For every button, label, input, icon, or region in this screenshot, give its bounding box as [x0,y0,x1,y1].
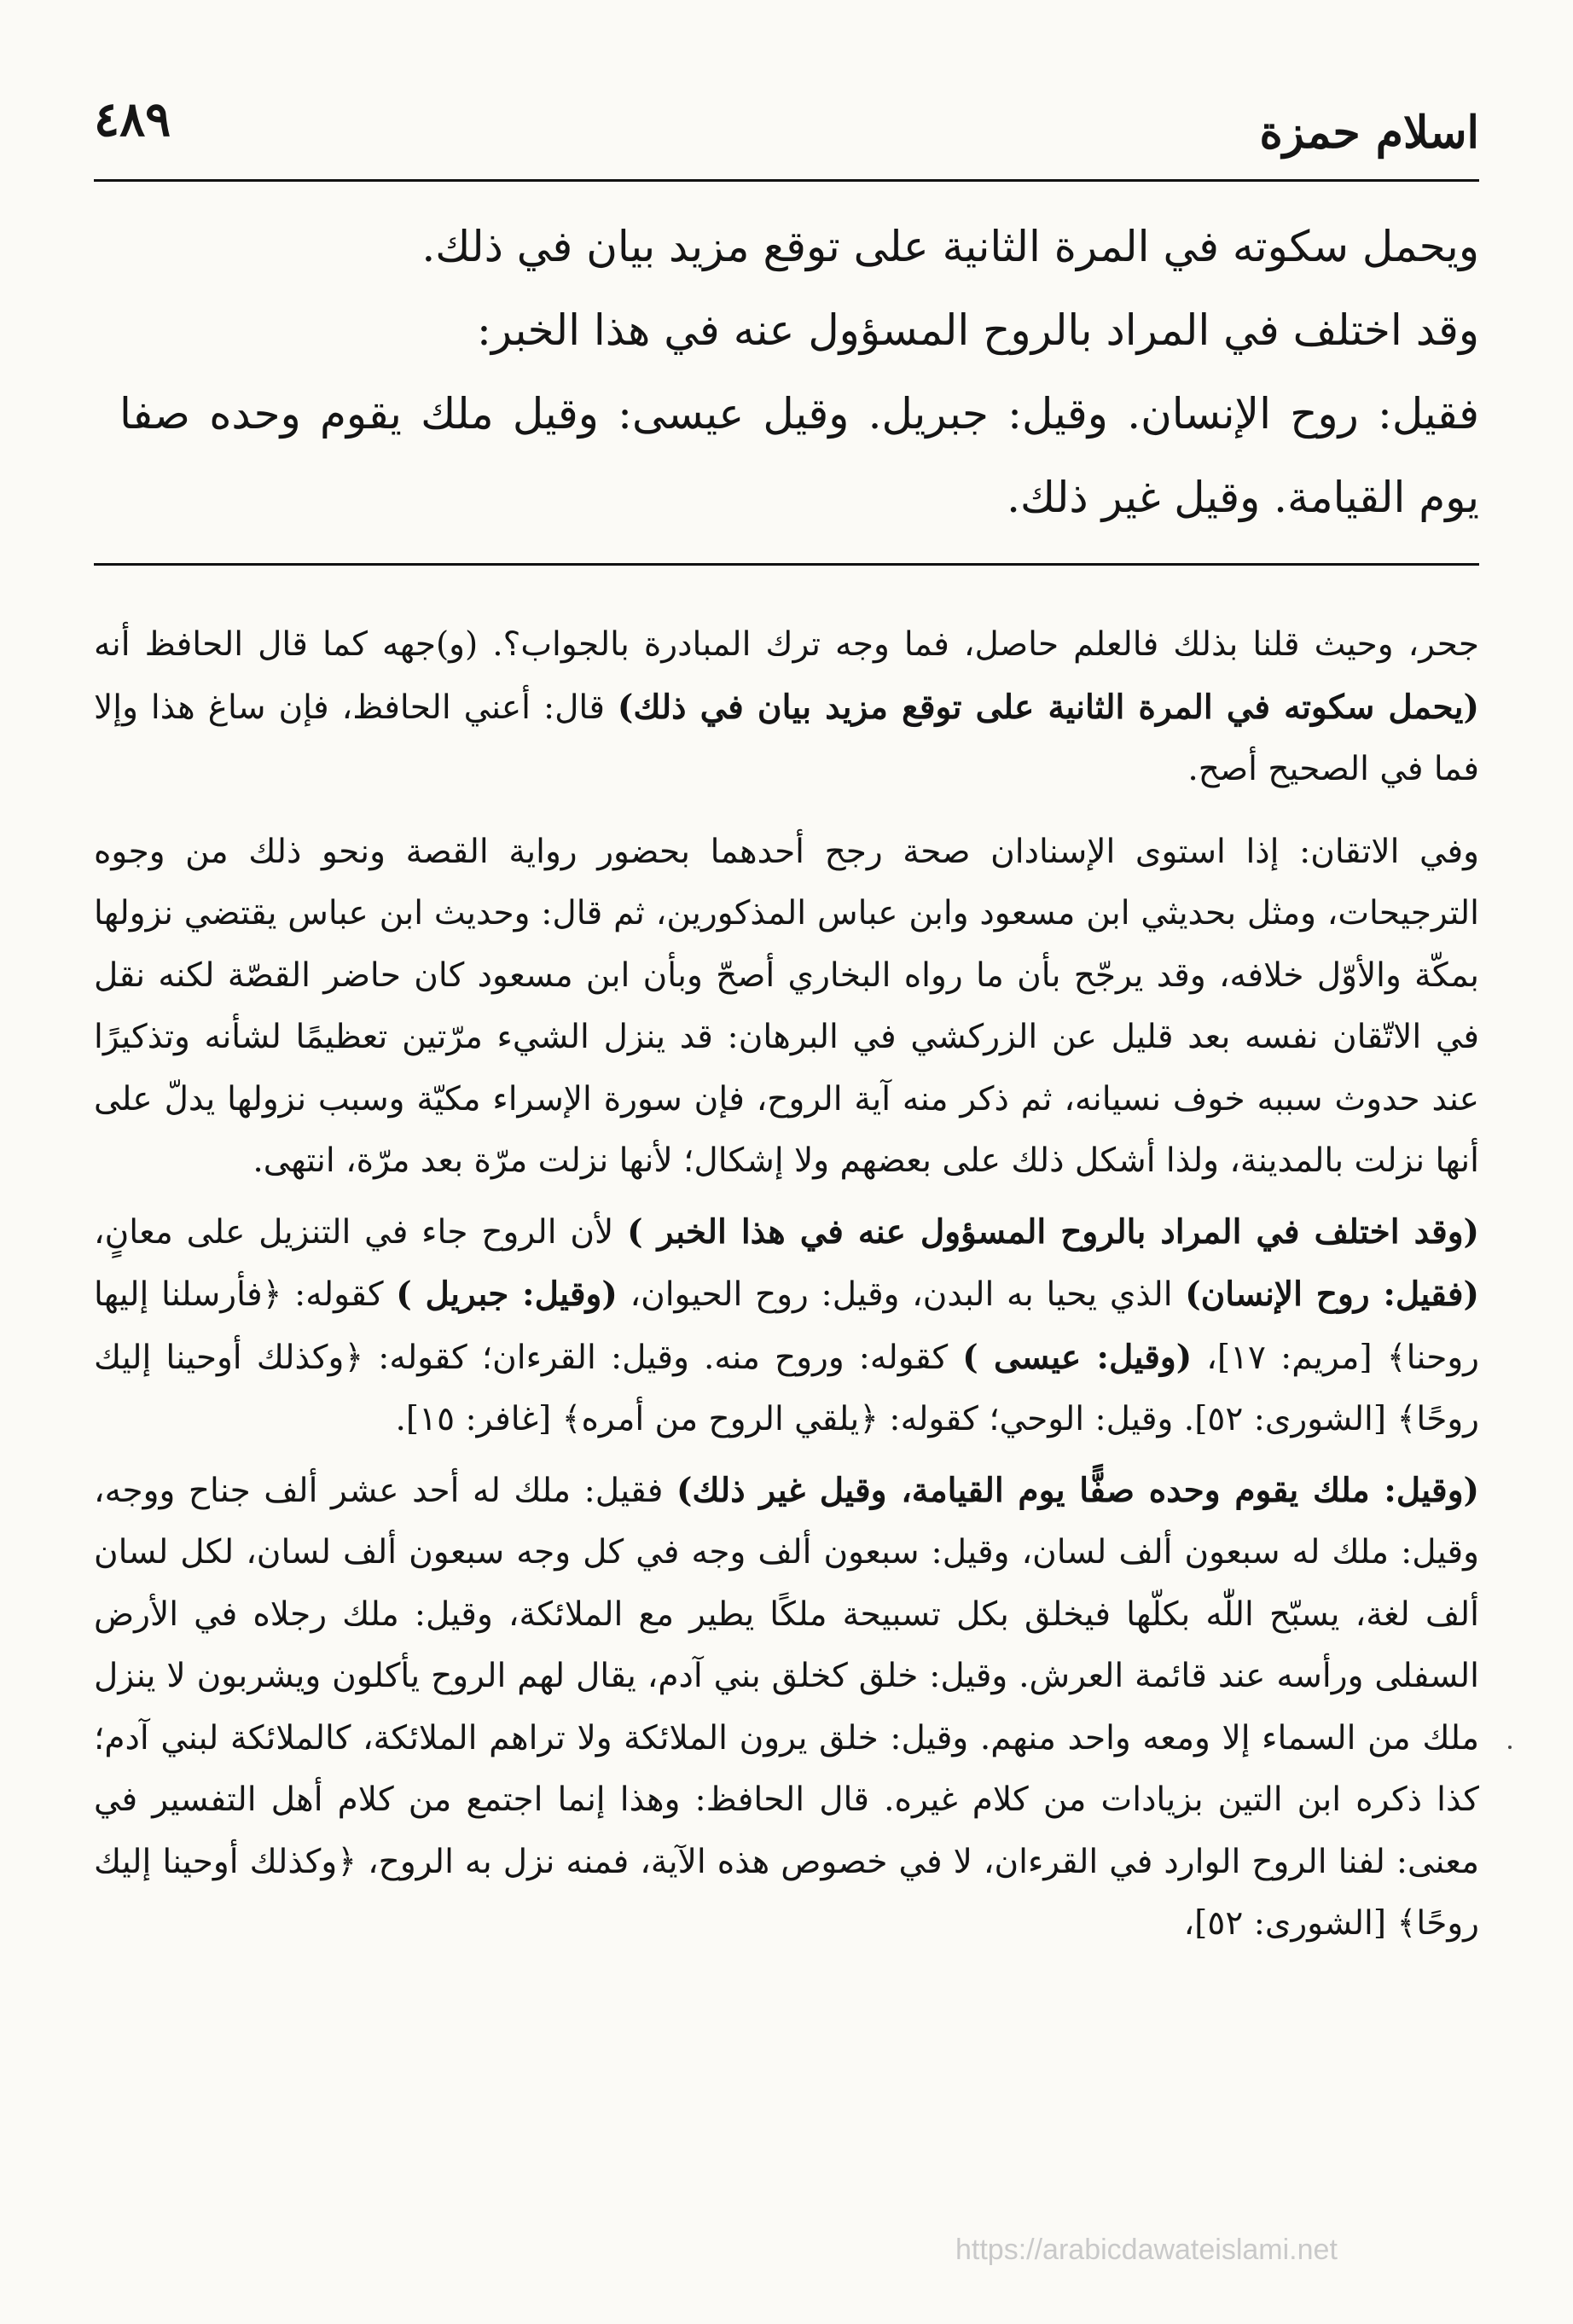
commentary-paragraph [94,614,1479,801]
quoted-main-text: (يحمل سكوته في المرة الثانية على توقع مزيد بيان في ذلك) [617,687,1479,727]
commentary-span: جحر، وحيث قلنا بذلك فالعلم حاصل، فما وجه ترك المبادرة بالجواب؟. (و)جهه كما قال الحافظ أنه [94,625,1479,664]
commentary-span: فقيل: ملك له أحد عشر ألف جناح ووجه، وقيل: ملك له سبعون ألف لسان، وقيل: سبعون ألف وجه في كل وجه سبعون ألف لسان، لكل لسان ألف لغة، يسبّح اللّٰه بكلّها فيخلق بكل تسبيحة ملكًا يطير مع الملائكة، وقيل: ملك رجلاه في الأرض السفلى ورأسه عند قائمة العرش. وقيل: خلق كخلق بني آدم، يقال لهم الروح يأكلون ويشربون لا ينزل ملك من السماء إلا ومعه واحد منهم. وقيل: خلق يرون الملائكة ولا تراهم الملائكة، كالملائكة لبني آدم؛ كذا ذكره ابن التين بزيادات من كلام غيره. قال الحافظ: وهذا إنما اجتمع من كلام أهل التفسير في معنى: لفنا الروح الوارد في القرءان، لا في خصوص هذه الآية، فمنه نزل به الروح، ﴿وكذلك أوحينا إليك روحًا﴾ [الشورى: ٥٢]، [94,1471,1479,1943]
quoted-main-text: (وقيل: عيسى ) [962,1337,1193,1377]
commentary-paragraph: وفي الاتقان: إذا استوى الإسنادان صحة رجح أحدهما بحضور رواية القصة ونحو ذلك من وجوه الترجيحات، ومثل بحديثي ابن مسعود وابن عباس المذكورين، ثم قال: وحديث ابن عباس يقتضي نزولها بمكّة والأوّل خلافه، وقد يرجّح بأن ما رواه البخاري أصحّ وبأن ابن مسعود كان حاضر القصّة لكنه نقل في الاتّقان نفسه بعد قليل عن الزركشي في البرهان: قد ينزل الشيء مرّتين تعظيمًا لشأنه وتذكيرًا عند حدوث سببه خوف نسيانه، ثم ذكر منه آية الروح، فإن سورة الإسراء مكيّة وسبب نزولها يدلّ على أنها نزلت بالمدينة، ولذا أشكل ذلك على بعضهم ولا إشكال؛ لأنها نزلت مرّة بعد مرّة، انتهى. [94,832,1480,1180]
commentary-text [94,614,1479,2252]
page-number: ٤٨٩ [94,91,171,148]
running-title: اسلام حمزة [1259,107,1479,159]
main-text-paragraph: وقد اختلف في المراد بالروح المسؤول عنه في هذا الخبر: [477,305,1479,355]
commentary-span: قال: أعني الحافظ، فإن ساغ هذا وإلا فما في الصحيح أصح. [94,688,1479,788]
main-text-paragraph: فقيل: روح الإنسان. وقيل: جبريل. وقيل عيسى: وقيل ملك يقوم وحده صفا يوم القيامة. وقيل غير ذلك. [119,389,1479,522]
commentary-span: كقوله: وروح منه. وقيل: القرءان؛ كقوله: ﴿وكذلك أوحينا إليك روحًا﴾ [الشورى: ٥٢]. وقيل: الوحي؛ كقوله: ﴿يلقي الروح من أمره﴾ [غافر: ١٥]. [94,1338,1479,1438]
main-text-paragraph: ويحمل سكوته في المرة الثانية على توقع مزيد بيان في ذلك. [421,222,1479,271]
commentary-paragraph [94,1201,1479,1451]
page-header [94,81,1479,175]
print-speck [1508,1746,1512,1749]
commentary-span: الذي يحيا به البدن، وقيل: روح الحيوان، [617,1275,1186,1314]
commentary-paragraph [94,1460,1479,1955]
watermark-url: https://arabicdawateislami.net [955,2234,1338,2266]
quoted-main-text: (وقيل: ملك يقوم وحده صفًّا يوم القيامة، وقيل غير ذلك) [676,1470,1479,1510]
section-divider [94,563,1479,566]
commentary-span: كقوله: ﴿فأرسلنا إليها روحنا﴾ [مريم: ١٧]، [94,1275,1479,1377]
main-text [119,205,1479,546]
quoted-main-text: (وقد اختلف في المراد بالروح المسؤول عنه في هذا الخبر ) [627,1211,1479,1252]
header-rule [94,179,1479,182]
quoted-main-text: (وقيل: جبريل ) [396,1275,618,1314]
quoted-main-text: (فقيل: روح الإنسان) [1185,1275,1480,1314]
commentary-span: لأن الروح جاء في التنزيل على معانٍ، [94,1212,628,1252]
